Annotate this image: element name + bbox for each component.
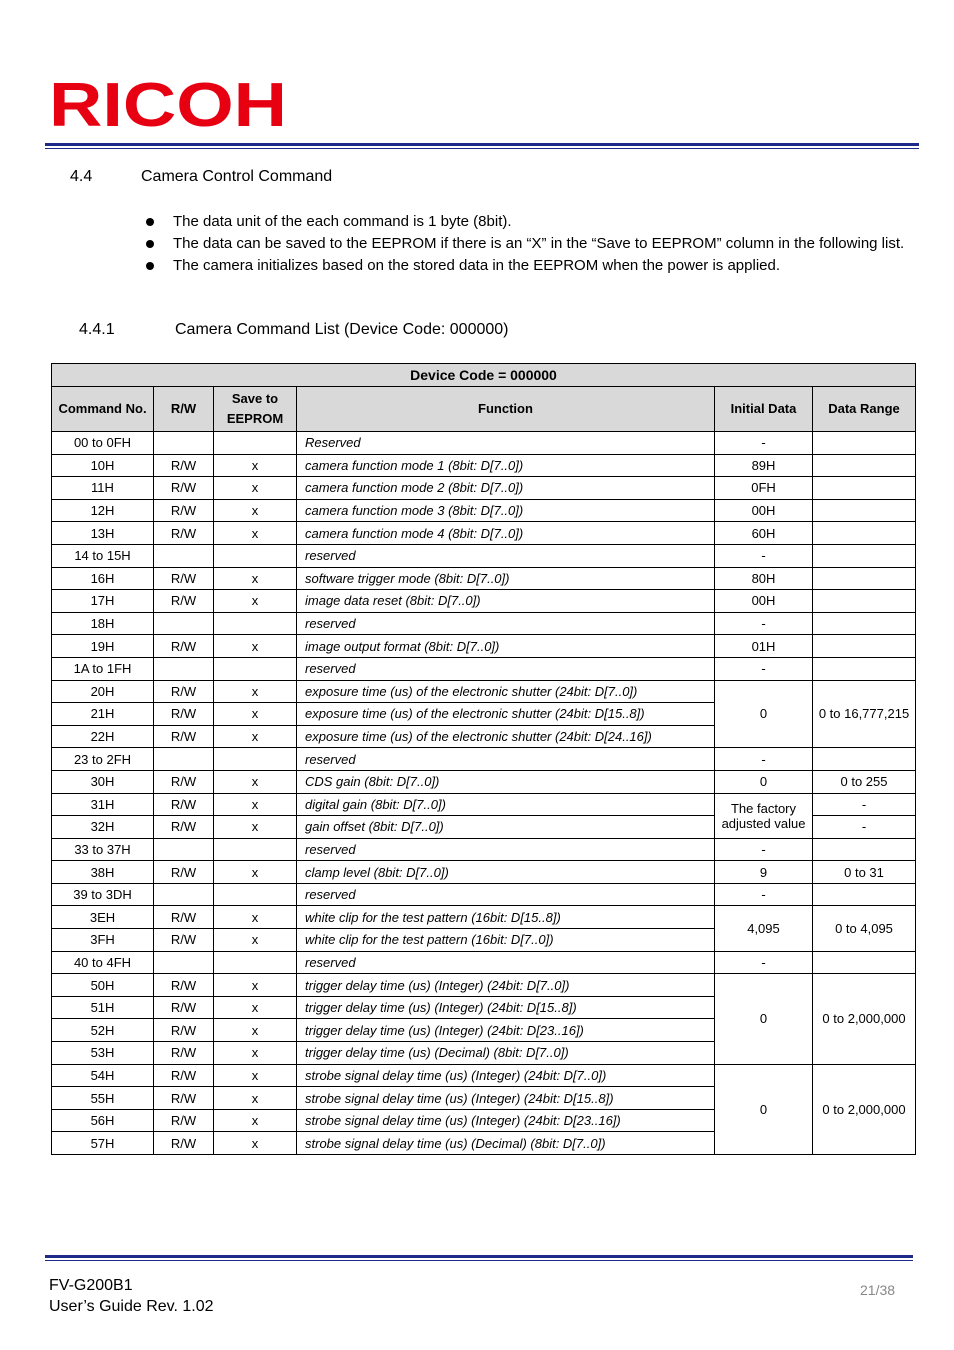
table-row xyxy=(52,951,916,974)
function-cell: exposure time (us) of the electronic shutter (24bit: D[24..16]) xyxy=(297,725,715,748)
initial-data-cell: - xyxy=(715,612,813,635)
initial-data-cell: 0 xyxy=(715,974,813,1064)
bullet-item: The data unit of the each command is 1 byte (8bit). xyxy=(146,211,926,233)
function-cell: trigger delay time (us) (Integer) (24bit: D[23..16]) xyxy=(297,1019,715,1042)
command-no-cell: 52H xyxy=(52,1019,154,1042)
function-cell: reserved xyxy=(297,544,715,567)
rw-cell: R/W xyxy=(154,996,214,1019)
initial-data-cell: 01H xyxy=(715,635,813,658)
save-eeprom-cell xyxy=(214,951,297,974)
command-no-cell: 19H xyxy=(52,635,154,658)
function-cell: exposure time (us) of the electronic shutter (24bit: D[7..0]) xyxy=(297,680,715,703)
command-no-cell: 33 to 37H xyxy=(52,838,154,861)
function-cell: image output format (8bit: D[7..0]) xyxy=(297,635,715,658)
command-no-cell: 30H xyxy=(52,770,154,793)
data-range-cell xyxy=(813,748,916,771)
column-header: Function xyxy=(297,387,715,432)
table-title: Device Code = 000000 xyxy=(52,364,916,387)
rw-cell: R/W xyxy=(154,499,214,522)
data-range-cell xyxy=(813,544,916,567)
command-no-cell: 55H xyxy=(52,1087,154,1110)
footer-guide: User’s Guide Rev. 1.02 xyxy=(49,1298,214,1315)
save-eeprom-cell: x xyxy=(214,680,297,703)
function-cell: reserved xyxy=(297,612,715,635)
data-range-cell xyxy=(813,499,916,522)
table-row xyxy=(52,567,916,590)
initial-data-cell: - xyxy=(715,657,813,680)
function-cell: camera function mode 3 (8bit: D[7..0]) xyxy=(297,499,715,522)
command-no-cell: 54H xyxy=(52,1064,154,1087)
subsection-number: 4.4.1 xyxy=(79,321,115,338)
data-range-cell xyxy=(813,635,916,658)
save-eeprom-cell: x xyxy=(214,861,297,884)
save-eeprom-cell: x xyxy=(214,522,297,545)
rw-cell: R/W xyxy=(154,929,214,952)
rw-cell: R/W xyxy=(154,974,214,997)
table-row xyxy=(52,635,916,658)
data-range-cell xyxy=(813,612,916,635)
table-row xyxy=(52,590,916,613)
section-title: Camera Control Command xyxy=(141,168,333,185)
bullet-list xyxy=(146,211,926,277)
command-no-cell: 1A to 1FH xyxy=(52,657,154,680)
function-cell: software trigger mode (8bit: D[7..0]) xyxy=(297,567,715,590)
function-cell: reserved xyxy=(297,883,715,906)
save-eeprom-cell: x xyxy=(214,1132,297,1155)
function-cell: strobe signal delay time (us) (Integer) (24bit: D[23..16]) xyxy=(297,1109,715,1132)
save-eeprom-cell xyxy=(214,838,297,861)
command-no-cell: 38H xyxy=(52,861,154,884)
rw-cell: R/W xyxy=(154,861,214,884)
save-eeprom-cell xyxy=(214,657,297,680)
section-heading xyxy=(70,168,332,186)
save-eeprom-cell: x xyxy=(214,635,297,658)
initial-data-cell: - xyxy=(715,951,813,974)
bullet-dot-icon xyxy=(146,240,154,248)
command-no-cell: 13H xyxy=(52,522,154,545)
save-eeprom-cell: x xyxy=(214,499,297,522)
rw-cell: R/W xyxy=(154,567,214,590)
save-eeprom-cell: x xyxy=(214,1042,297,1065)
rw-cell: R/W xyxy=(154,454,214,477)
rw-cell: R/W xyxy=(154,680,214,703)
command-no-cell: 18H xyxy=(52,612,154,635)
save-eeprom-cell: x xyxy=(214,703,297,726)
command-no-cell: 53H xyxy=(52,1042,154,1065)
column-header: Data Range xyxy=(813,387,916,432)
command-no-cell: 40 to 4FH xyxy=(52,951,154,974)
data-range-cell xyxy=(813,838,916,861)
command-no-cell: 50H xyxy=(52,974,154,997)
data-range-cell: 0 to 255 xyxy=(813,770,916,793)
rw-cell: R/W xyxy=(154,522,214,545)
command-no-cell: 22H xyxy=(52,725,154,748)
initial-data-cell: 0 xyxy=(715,770,813,793)
subsection-heading xyxy=(79,321,508,339)
initial-data-cell: 00H xyxy=(715,590,813,613)
initial-data-cell: 9 xyxy=(715,861,813,884)
data-range-cell xyxy=(813,432,916,455)
initial-data-cell: 0 xyxy=(715,1064,813,1154)
data-range-cell: - xyxy=(813,793,916,816)
table-row xyxy=(52,544,916,567)
data-range-cell xyxy=(813,522,916,545)
table-row xyxy=(52,861,916,884)
command-no-cell: 14 to 15H xyxy=(52,544,154,567)
table-row xyxy=(52,432,916,455)
rw-cell: R/W xyxy=(154,1087,214,1110)
save-eeprom-cell: x xyxy=(214,929,297,952)
initial-data-cell: - xyxy=(715,544,813,567)
data-range-cell xyxy=(813,477,916,500)
footer-info xyxy=(49,1275,214,1317)
save-eeprom-cell xyxy=(214,612,297,635)
save-eeprom-cell xyxy=(214,432,297,455)
data-range-cell: 0 to 2,000,000 xyxy=(813,1064,916,1154)
table-row xyxy=(52,657,916,680)
rw-cell xyxy=(154,748,214,771)
save-eeprom-cell: x xyxy=(214,454,297,477)
rw-cell: R/W xyxy=(154,1019,214,1042)
function-cell: reserved xyxy=(297,748,715,771)
save-eeprom-cell: x xyxy=(214,590,297,613)
initial-data-cell: 80H xyxy=(715,567,813,590)
function-cell: white clip for the test pattern (16bit: D[15..8]) xyxy=(297,906,715,929)
rw-cell: R/W xyxy=(154,703,214,726)
initial-data-cell: 0 xyxy=(715,680,813,748)
save-eeprom-cell: x xyxy=(214,996,297,1019)
save-eeprom-cell: x xyxy=(214,567,297,590)
save-eeprom-cell: x xyxy=(214,793,297,816)
save-eeprom-cell xyxy=(214,748,297,771)
bullet-dot-icon xyxy=(146,218,154,226)
function-cell: trigger delay time (us) (Integer) (24bit: D[7..0]) xyxy=(297,974,715,997)
page-number: 21/38 xyxy=(860,1282,896,1298)
data-range-cell xyxy=(813,657,916,680)
rw-cell xyxy=(154,544,214,567)
ricoh-logo xyxy=(49,76,289,130)
table-body xyxy=(52,432,916,1155)
rw-cell xyxy=(154,838,214,861)
bullet-item: The data can be saved to the EEPROM if there is an “X” in the “Save to EEPROM” column in the following list. xyxy=(146,233,926,255)
table-row xyxy=(52,838,916,861)
rw-cell: R/W xyxy=(154,816,214,839)
rw-cell: R/W xyxy=(154,1064,214,1087)
rw-cell: R/W xyxy=(154,1042,214,1065)
function-cell: digital gain (8bit: D[7..0]) xyxy=(297,793,715,816)
initial-data-cell: - xyxy=(715,838,813,861)
function-cell: camera function mode 2 (8bit: D[7..0]) xyxy=(297,477,715,500)
function-cell: camera function mode 4 (8bit: D[7..0]) xyxy=(297,522,715,545)
initial-data-cell: 89H xyxy=(715,454,813,477)
column-header: Save to EEPROM xyxy=(214,387,297,432)
save-eeprom-cell: x xyxy=(214,725,297,748)
function-cell: camera function mode 1 (8bit: D[7..0]) xyxy=(297,454,715,477)
rw-cell: R/W xyxy=(154,906,214,929)
data-range-cell: - xyxy=(813,816,916,839)
function-cell: reserved xyxy=(297,657,715,680)
save-eeprom-cell: x xyxy=(214,1064,297,1087)
table-row xyxy=(52,522,916,545)
command-no-cell: 39 to 3DH xyxy=(52,883,154,906)
rw-cell: R/W xyxy=(154,590,214,613)
section-number: 4.4 xyxy=(70,168,93,185)
rw-cell: R/W xyxy=(154,793,214,816)
table-row xyxy=(52,974,916,997)
save-eeprom-cell: x xyxy=(214,1019,297,1042)
rw-cell: R/W xyxy=(154,725,214,748)
table-row xyxy=(52,793,916,816)
initial-data-cell: 4,095 xyxy=(715,906,813,951)
command-no-cell: 10H xyxy=(52,454,154,477)
header-rule-thin xyxy=(45,148,919,149)
table-row xyxy=(52,612,916,635)
data-range-cell xyxy=(813,951,916,974)
data-range-cell: 0 to 31 xyxy=(813,861,916,884)
initial-data-cell: 00H xyxy=(715,499,813,522)
rw-cell xyxy=(154,657,214,680)
command-no-cell: 57H xyxy=(52,1132,154,1155)
initial-data-cell: 0FH xyxy=(715,477,813,500)
function-cell: gain offset (8bit: D[7..0]) xyxy=(297,816,715,839)
function-cell: Reserved xyxy=(297,432,715,455)
bullet-item: The camera initializes based on the stored data in the EEPROM when the power is applied. xyxy=(146,255,926,277)
function-cell: image data reset (8bit: D[7..0]) xyxy=(297,590,715,613)
save-eeprom-cell xyxy=(214,544,297,567)
rw-cell: R/W xyxy=(154,1109,214,1132)
command-no-cell: 17H xyxy=(52,590,154,613)
save-eeprom-cell: x xyxy=(214,770,297,793)
command-no-cell: 00 to 0FH xyxy=(52,432,154,455)
rw-cell xyxy=(154,951,214,974)
rw-cell xyxy=(154,612,214,635)
command-no-cell: 12H xyxy=(52,499,154,522)
footer-rule xyxy=(45,1255,913,1258)
table-row xyxy=(52,680,916,703)
save-eeprom-cell: x xyxy=(214,906,297,929)
function-cell: CDS gain (8bit: D[7..0]) xyxy=(297,770,715,793)
data-range-cell xyxy=(813,567,916,590)
data-range-cell: 0 to 4,095 xyxy=(813,906,916,951)
function-cell: exposure time (us) of the electronic shutter (24bit: D[15..8]) xyxy=(297,703,715,726)
save-eeprom-cell: x xyxy=(214,816,297,839)
rw-cell: R/W xyxy=(154,477,214,500)
function-cell: trigger delay time (us) (Integer) (24bit: D[15..8]) xyxy=(297,996,715,1019)
command-no-cell: 3FH xyxy=(52,929,154,952)
table-row xyxy=(52,883,916,906)
save-eeprom-cell: x xyxy=(214,477,297,500)
initial-data-cell: - xyxy=(715,883,813,906)
command-no-cell: 51H xyxy=(52,996,154,1019)
bullet-dot-icon xyxy=(146,262,154,270)
header-rule xyxy=(45,143,919,146)
rw-cell: R/W xyxy=(154,1132,214,1155)
command-no-cell: 32H xyxy=(52,816,154,839)
function-cell: strobe signal delay time (us) (Integer) (24bit: D[7..0]) xyxy=(297,1064,715,1087)
data-range-cell: 0 to 16,777,215 xyxy=(813,680,916,748)
command-no-cell: 3EH xyxy=(52,906,154,929)
table-row xyxy=(52,770,916,793)
function-cell: strobe signal delay time (us) (Integer) (24bit: D[15..8]) xyxy=(297,1087,715,1110)
command-no-cell: 16H xyxy=(52,567,154,590)
data-range-cell xyxy=(813,883,916,906)
function-cell: white clip for the test pattern (16bit: D[7..0]) xyxy=(297,929,715,952)
save-eeprom-cell xyxy=(214,883,297,906)
data-range-cell: 0 to 2,000,000 xyxy=(813,974,916,1064)
table-row xyxy=(52,906,916,929)
rw-cell: R/W xyxy=(154,770,214,793)
column-header: R/W xyxy=(154,387,214,432)
column-header: Initial Data xyxy=(715,387,813,432)
footer-model: FV-G200B1 xyxy=(49,1277,133,1294)
rw-cell: R/W xyxy=(154,635,214,658)
command-no-cell: 11H xyxy=(52,477,154,500)
table-row xyxy=(52,477,916,500)
initial-data-cell: - xyxy=(715,748,813,771)
command-no-cell: 31H xyxy=(52,793,154,816)
table-row xyxy=(52,499,916,522)
subsection-title: Camera Command List (Device Code: 000000) xyxy=(175,321,509,338)
function-cell: trigger delay time (us) (Decimal) (8bit: D[7..0]) xyxy=(297,1042,715,1065)
svg-text:RICOH: RICOH xyxy=(49,76,287,130)
data-range-cell xyxy=(813,590,916,613)
initial-data-cell: 60H xyxy=(715,522,813,545)
table-row xyxy=(52,748,916,771)
save-eeprom-cell: x xyxy=(214,1109,297,1132)
table-row xyxy=(52,454,916,477)
save-eeprom-cell: x xyxy=(214,1087,297,1110)
function-cell: clamp level (8bit: D[7..0]) xyxy=(297,861,715,884)
command-no-cell: 23 to 2FH xyxy=(52,748,154,771)
data-range-cell xyxy=(813,454,916,477)
rw-cell xyxy=(154,432,214,455)
footer-rule-thin xyxy=(45,1260,913,1261)
command-no-cell: 21H xyxy=(52,703,154,726)
save-eeprom-cell: x xyxy=(214,974,297,997)
table-row xyxy=(52,1064,916,1087)
command-table xyxy=(51,363,916,1155)
function-cell: reserved xyxy=(297,838,715,861)
function-cell: strobe signal delay time (us) (Decimal) (8bit: D[7..0]) xyxy=(297,1132,715,1155)
rw-cell xyxy=(154,883,214,906)
function-cell: reserved xyxy=(297,951,715,974)
initial-data-cell: The factory adjusted value xyxy=(715,793,813,838)
command-no-cell: 20H xyxy=(52,680,154,703)
column-header: Command No. xyxy=(52,387,154,432)
command-no-cell: 56H xyxy=(52,1109,154,1132)
initial-data-cell: - xyxy=(715,432,813,455)
